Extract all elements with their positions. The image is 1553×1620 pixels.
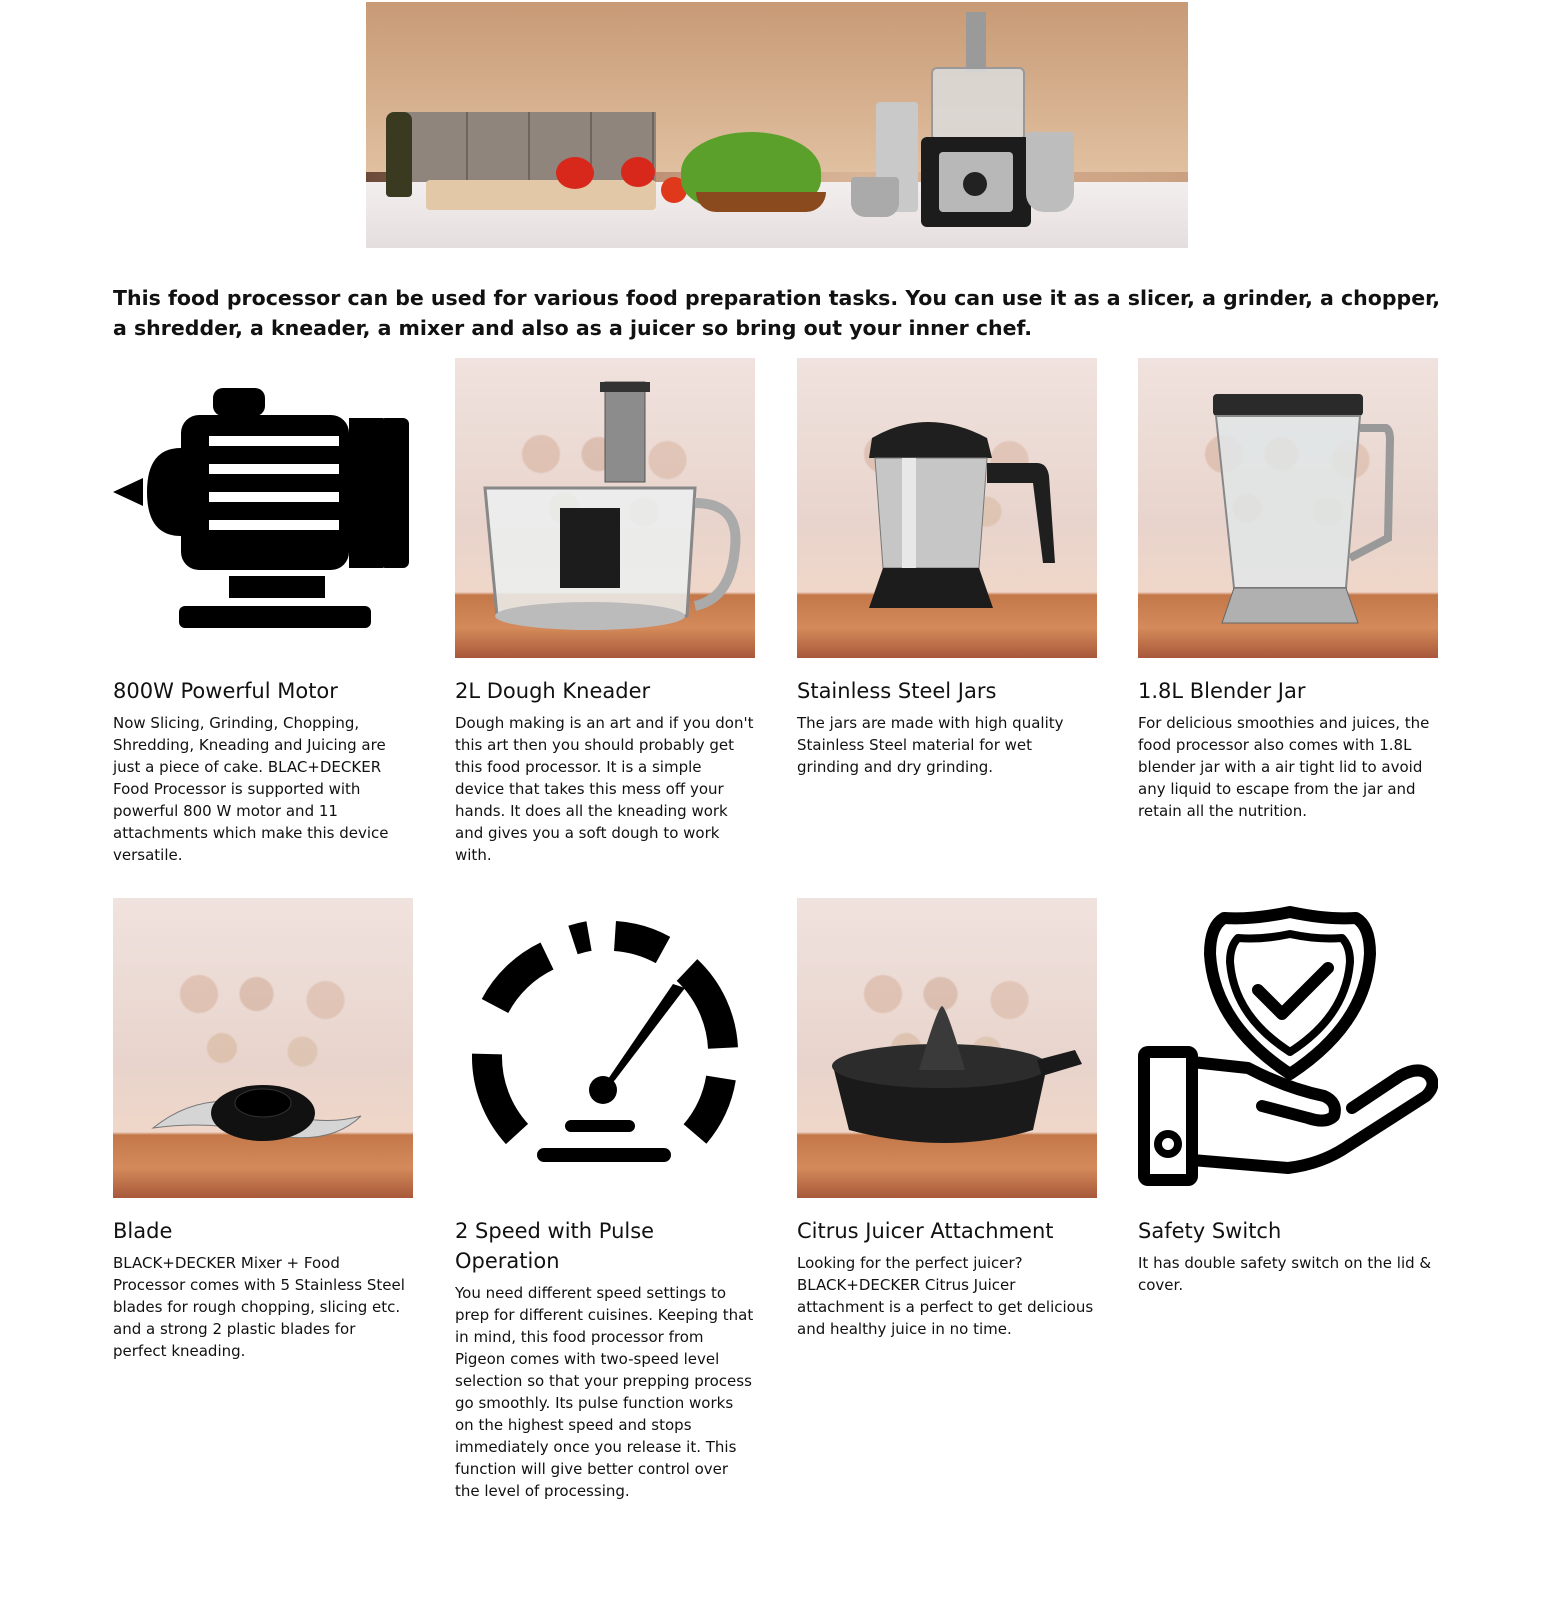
feature-description: Now Slicing, Grinding, Chopping, Shredding, Kneading and Juicing are just a piece of cake. BLAC+DECKER Food Processor is supported with powerful 800 W motor and 11 attachments which make this device versatile.	[113, 714, 389, 864]
intro-text: This food processor can be used for various food preparation tasks. You can use it as a slicer, a grinder, a chopper, a shredder, a kneader, a mixer and also as a juicer so bring out your inner chef.	[113, 286, 1440, 340]
feature-card-motor	[113, 358, 413, 864]
feature-title: Citrus Juicer Attachment	[797, 1219, 1054, 1243]
feature-title: Blade	[113, 1219, 173, 1243]
dough-kneader-photo	[455, 358, 755, 658]
feature-title: Safety Switch	[1138, 1219, 1282, 1243]
feature-title: Stainless Steel Jars	[797, 679, 997, 703]
feature-card-blender-jar	[1138, 358, 1438, 858]
feature-card-blade	[113, 898, 413, 1578]
feature-description: For delicious smoothies and juices, the food processor also comes with 1.8L blender jar with a air tight lid to avoid any liquid to escape from the jar and retain all the nutrition.	[1138, 714, 1430, 820]
steel-jar-photo	[797, 358, 1097, 658]
feature-card-steel-jars	[797, 358, 1097, 858]
feature-title: 2 Speed with Pulse Operation	[455, 1219, 655, 1273]
feature-description: BLACK+DECKER Mixer + Food Processor comes with 5 Stainless Steel blades for rough chopping, slicing etc. and a strong 2 plastic blades for perfect kneading.	[113, 1254, 405, 1360]
citrus-juicer-photo	[797, 898, 1097, 1198]
feature-card-safety-switch	[1138, 898, 1438, 1578]
feature-description: You need different speed settings to prep for different cuisines. Keeping that in mind, this food processor from Pigeon comes with two-speed level selection so that your prepping process go smoothly. Its pulse function works on the highest speed and stops immediately once you release it. This function will give better control over the level of processing.	[455, 1284, 754, 1500]
feature-card-citrus-juicer	[797, 898, 1097, 1578]
food-processor-image	[911, 12, 1041, 227]
feature-description: It has double safety switch on the lid & cover.	[1138, 1254, 1432, 1294]
feature-description: The jars are made with high quality Stainless Steel material for wet grinding and dry grinding.	[797, 714, 1064, 776]
feature-card-speed	[455, 898, 755, 1578]
speedometer-icon	[455, 898, 755, 1198]
motor-icon	[113, 358, 413, 658]
feature-card-dough-kneader	[455, 358, 755, 864]
blade-photo	[113, 898, 413, 1198]
hero-banner-image	[366, 2, 1188, 248]
feature-description: Dough making is an art and if you don't this art then you should probably get this food processor. It is a simple device that takes this mess off your hands. It does all the kneading work and gives you a soft dough to work with.	[455, 714, 754, 864]
shield-hand-icon	[1138, 898, 1438, 1198]
feature-title: 2L Dough Kneader	[455, 679, 651, 703]
feature-title: 1.8L Blender Jar	[1138, 679, 1306, 703]
feature-title: 800W Powerful Motor	[113, 679, 338, 703]
blender-jar-photo	[1138, 358, 1438, 658]
feature-description: Looking for the perfect juicer? BLACK+DECKER Citrus Juicer attachment is a perfect to get delicious and healthy juice in no time.	[797, 1254, 1094, 1338]
